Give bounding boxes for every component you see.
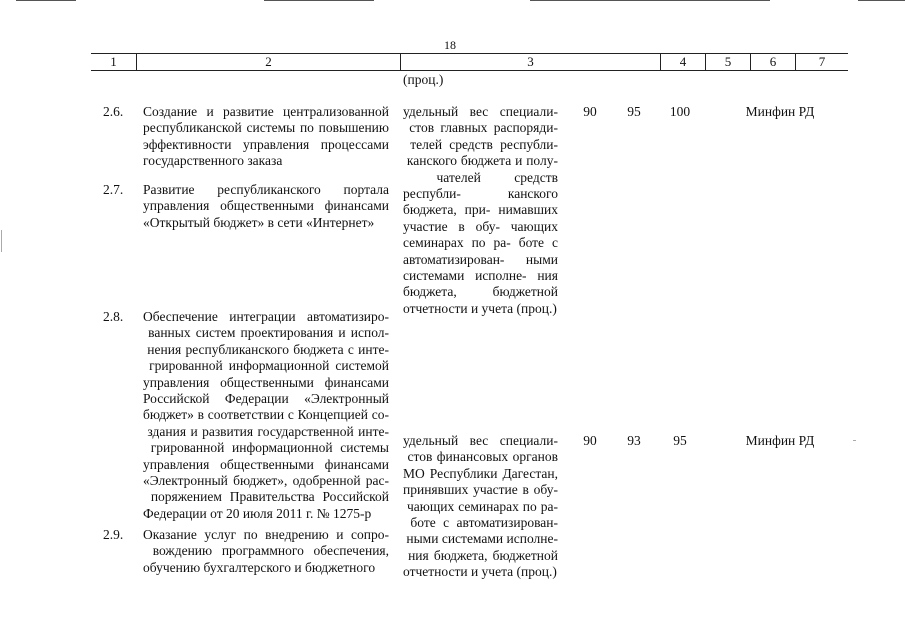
column-header-2: 2 xyxy=(136,54,400,70)
scan-border xyxy=(530,0,770,1)
value-col5-2-6: 95 xyxy=(627,104,641,119)
value-col6-2-6: 100 xyxy=(669,104,691,119)
column-header-6: 6 xyxy=(750,54,795,70)
row-number-2-7: 2.7. xyxy=(103,182,124,197)
row-number-2-6: 2.6. xyxy=(103,104,124,119)
column-header-4: 4 xyxy=(660,54,705,70)
scan-border xyxy=(264,0,374,1)
row-number-2-8: 2.8. xyxy=(103,309,124,324)
column-header-5: 5 xyxy=(705,54,750,70)
column-header-3: 3 xyxy=(400,54,660,70)
column-header-1: 1 xyxy=(110,54,117,69)
scan-border xyxy=(16,0,76,1)
page-number: 18 xyxy=(444,38,456,52)
scan-dot xyxy=(853,440,856,441)
row-number-2-9: 2.9. xyxy=(103,527,124,542)
executor-2-8: Минфин РД xyxy=(745,433,815,448)
value-col5-2-8: 93 xyxy=(627,433,641,448)
indicator-text-2-6: удельный вес специали- стов главных распоряди- телей средств республи- канского бюджета и полу- чателей средств республи- канского бюджета, при- нимавших участие в обу- чающих семинарах по ра- боте с автоматизирован- ными системами исполне- ния бюджета, бюджетной отчетности и учета (проц.) xyxy=(403,104,558,316)
row-text-2-9: Оказание услуг по внедрению и сопро- вождению программного обеспечения, обучению бухгалтерского и бюджетного xyxy=(143,527,389,575)
scan-border xyxy=(858,0,905,1)
carryover-indicator-unit: (проц.) xyxy=(403,72,444,87)
scan-edge-mark xyxy=(1,230,2,252)
indicator-text-2-8: удельный вес специали- стов финансовых органов МО Республики Дагестан, принявших участие в обу- чающих семинарах по ра- боте с автоматизирован- ными системами исполне- ния бюджета, бюджетной отчетности и учета (проц.) xyxy=(403,433,558,580)
row-text-2-7: Развитие республиканского портала управления общественными финансами «Открытый бюджет» в сети «Интернет» xyxy=(143,182,389,230)
table-header xyxy=(91,53,848,71)
row-text-2-8: Обеспечение интеграции автоматизиро- ванных систем проектирования и испол- нения республиканского бюджета с инте- грированной информационной системой управления общественными финансами Российской Федерации «Электронный бюджет» в соответствии с Концепцией со- здания и развития государственной инте- грированной информационной системы управления общественными финансами «Электронный бюджет», одобренной рас- поряжением Правительства Российской Федерации от 20 июля 2011 г. № 1275-р xyxy=(143,309,389,521)
column-header-7: 7 xyxy=(795,54,848,70)
value-col4-2-6: 90 xyxy=(583,104,597,119)
value-col6-2-8: 95 xyxy=(673,433,687,448)
value-col4-2-8: 90 xyxy=(583,433,597,448)
executor-2-6: Минфин РД xyxy=(745,104,815,119)
row-text-2-6: Создание и развитие централизованной республиканской системы по повышению эффективности управления процессами государственного заказа xyxy=(143,104,389,169)
